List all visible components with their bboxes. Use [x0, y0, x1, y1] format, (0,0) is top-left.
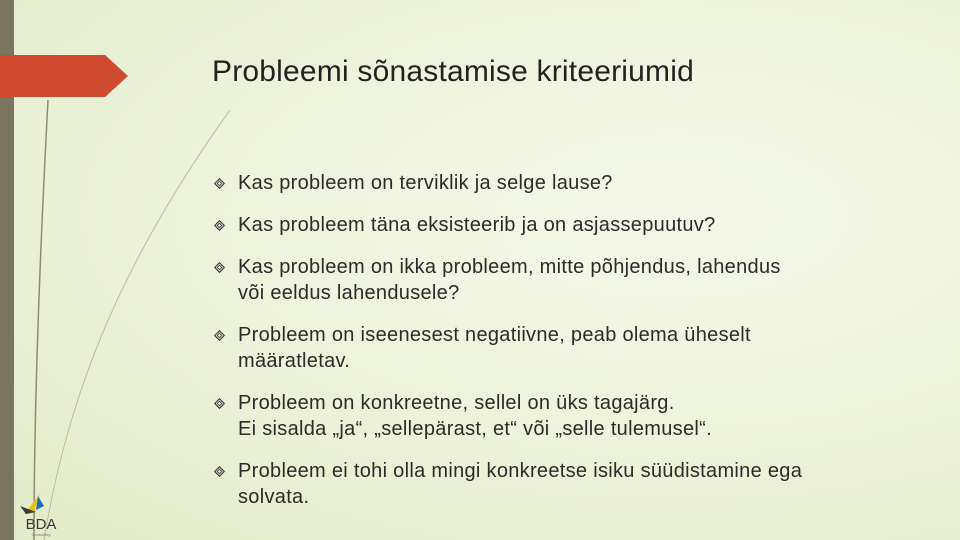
bullet-text: Kas probleem on ikka probleem, mitte põhjendus, lahendus	[238, 256, 781, 278]
diamond-bullet-icon	[214, 220, 225, 231]
diamond-bullet-icon	[214, 466, 225, 477]
list-item	[214, 322, 914, 374]
list-item	[214, 254, 914, 306]
diamond-bullet-icon	[214, 398, 225, 409]
svg-text:BDA: BDA	[25, 516, 57, 533]
bda-logo	[16, 492, 66, 538]
bullet-text-continuation: määratletav.	[238, 350, 351, 372]
bullet-text-continuation: või eeldus lahendusele?	[238, 282, 460, 304]
list-item	[214, 212, 914, 238]
list-item	[214, 458, 914, 510]
diamond-bullet-icon	[214, 262, 225, 273]
slide-title: Probleemi sõnastamise kriteeriumid	[212, 55, 694, 88]
diamond-bullet-icon	[214, 330, 225, 341]
bullet-text: Probleem ei tohi olla mingi konkreetse isiku süüdistamine ega	[238, 460, 803, 482]
svg-text:Consulting: Consulting	[31, 532, 51, 537]
list-item	[214, 170, 914, 196]
bullet-text: Probleem on iseenesest negatiivne, peab olema üheselt	[238, 324, 751, 346]
bullet-text: Probleem on konkreetne, sellel on üks tagajärg.	[238, 392, 675, 414]
diamond-bullet-icon	[214, 178, 225, 189]
bullet-text-continuation: solvata.	[238, 486, 310, 508]
criteria-list	[214, 170, 914, 526]
bullet-text-continuation: Ei sisalda „ja“, „sellepärast, et“ või „selle tulemusel“.	[238, 418, 712, 440]
bullet-text: Kas probleem täna eksisteerib ja on asjassepuutuv?	[238, 214, 716, 236]
bullet-text: Kas probleem on terviklik ja selge lause?	[238, 172, 613, 194]
decorative-lines	[0, 0, 240, 540]
list-item	[214, 390, 914, 442]
